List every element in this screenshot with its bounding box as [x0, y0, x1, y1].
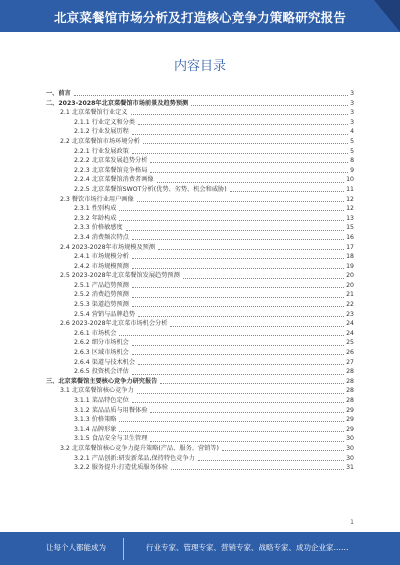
toc-entry-title: 2.5.2 消费趋势预测 [74, 291, 129, 299]
toc-entry[interactable] [46, 166, 354, 176]
toc-entry-title: 3.1.4 品牌形象 [74, 425, 117, 433]
toc-entry-title: 2.2.1 行业发展政策 [74, 147, 129, 155]
toc-entry-page: 21 [346, 291, 354, 299]
toc-entry-page: 3 [350, 90, 354, 97]
toc-leader-dots [132, 258, 344, 259]
footer-slogan-right: 行业专家、管理专家、营销专家、战略专家、成功企业家…… [146, 543, 349, 552]
toc-entry-title: 2.1.1 行业定义和分类 [74, 118, 136, 126]
toc-leader-dots [132, 287, 344, 288]
toc-entry-page: 20 [346, 281, 354, 289]
toc-leader-dots [132, 374, 344, 375]
toc-entry-title: 3.1.3 价格策略 [74, 416, 117, 424]
toc-leader-dots [131, 114, 349, 115]
toc-entry-page: 24 [346, 329, 354, 337]
toc-entry-page: 17 [346, 243, 354, 251]
toc-entry-title: 2.5.1 产品趋势预测 [74, 281, 129, 289]
toc-entry-page: 29 [346, 416, 354, 424]
report-title: 北京菜餐馆市场分析及打造核心竞争力策略研究报告 [53, 10, 347, 25]
toc-entry-page: 26 [346, 349, 354, 357]
toc-entry-title: 2.6.4 渠道与技术机会 [74, 358, 136, 366]
toc-entry-page: 8 [350, 157, 354, 165]
toc-leader-dots [222, 450, 344, 451]
toc-leader-dots [132, 354, 344, 355]
toc-entry-title: 2.5.3 渠道趋势预测 [74, 301, 129, 309]
toc-entry[interactable] [46, 386, 354, 396]
toc-leader-dots [137, 393, 344, 394]
toc-entry-page: 18 [346, 253, 354, 261]
toc-entry-title: 3.2 北京菜餐馆核心竞争力提升策略(产品、服务、营销等) [60, 444, 219, 452]
toc-entry[interactable] [46, 396, 354, 406]
toc-entry[interactable] [46, 425, 354, 435]
toc-entry-title: 2.4 2023-2028年市场规模及预测 [60, 243, 156, 251]
toc-entry-page: 31 [346, 464, 354, 472]
toc-leader-dots [126, 230, 344, 231]
toc-entry-title: 2.2.3 北京菜餐馆竞争格局 [74, 166, 148, 174]
toc-entry[interactable] [46, 463, 354, 473]
toc-entry-page: 28 [346, 377, 354, 385]
toc-entry[interactable] [46, 118, 354, 128]
toc-entry[interactable] [46, 204, 354, 214]
toc-entry-title: 3.1 北京菜餐馆核心竞争力 [60, 387, 134, 395]
toc-leader-dots [132, 345, 344, 346]
report-header [0, 0, 400, 32]
toc-entry-title: 2.4.1 市场规模分析 [74, 253, 129, 261]
toc-entry-page: 5 [350, 147, 354, 155]
toc-leader-dots [137, 201, 344, 202]
toc-entry-page: 12 [346, 195, 354, 203]
toc-leader-dots [132, 153, 348, 154]
toc-entry-title: 3.1.1 菜品特色定位 [74, 397, 129, 404]
toc-leader-dots [183, 278, 344, 279]
toc-entry[interactable] [46, 175, 354, 185]
toc-entry-title: 2.2.2 北京菜发展趋势分析 [74, 157, 148, 165]
toc-entry-page: 15 [346, 224, 354, 232]
toc-entry-title: 2.2 北京菜餐馆市场环境分析 [60, 137, 140, 145]
toc-leader-dots [119, 335, 344, 336]
toc-entry-title: 2.3.1 性别构成 [74, 205, 117, 213]
toc-entry[interactable] [46, 310, 354, 320]
toc-entry-page: 3 [350, 118, 354, 126]
toc-leader-dots [119, 431, 344, 432]
toc-entry[interactable] [46, 233, 354, 243]
toc-entry-title: 2.6.5 投资机会评估 [74, 368, 129, 376]
footer-slogan-left: 让每个人都能成为 [46, 543, 106, 552]
toc-entry-page: 30 [346, 435, 354, 443]
toc-entry-page: 23 [346, 310, 354, 318]
toc-entry-title: 2.3 餐饮市场行业用户画像 [60, 195, 134, 203]
toc-entry-title: 一、前言 [46, 90, 71, 97]
toc-leader-dots [158, 249, 344, 250]
toc-entry-page: 30 [346, 454, 354, 462]
toc-entry[interactable] [46, 358, 354, 368]
toc-entry-page: 19 [346, 262, 354, 270]
toc-entry-page: 24 [346, 320, 354, 328]
toc-leader-dots [150, 162, 348, 163]
toc-entry[interactable] [46, 223, 354, 233]
toc-leader-dots [119, 421, 344, 422]
toc-entry-page: 28 [346, 387, 354, 395]
toc-entry[interactable] [46, 319, 354, 329]
toc-entry[interactable] [46, 444, 354, 454]
toc-entry-title: 2.5 2023-2028年北京菜餐馆发展趋势预测 [60, 272, 180, 280]
toc-leader-dots [138, 364, 344, 365]
toc-entry-page: 13 [346, 214, 354, 222]
toc-entry-title: 2.1.2 行业发展历程 [74, 128, 129, 136]
toc-entry[interactable] [46, 367, 354, 377]
toc-entry-page: 3 [350, 109, 354, 117]
table-of-contents [46, 89, 354, 473]
toc-entry[interactable] [46, 137, 354, 147]
toc-leader-dots [230, 191, 345, 192]
footer-bar [0, 532, 400, 565]
toc-entry-title: 2.3.2 年龄构成 [74, 214, 117, 222]
toc-leader-dots [150, 441, 344, 442]
toc-leader-dots [157, 182, 345, 183]
toc-entry-page: 27 [346, 358, 354, 366]
toc-entry-page: 10 [346, 176, 354, 184]
toc-leader-dots [119, 220, 344, 221]
toc-entry-page: 5 [350, 137, 354, 145]
toc-entry-page: 3 [350, 99, 354, 107]
toc-entry[interactable] [46, 281, 354, 291]
toc-entry-page: 29 [346, 406, 354, 414]
toc-entry-title: 2.1 北京菜餐馆行业定义 [60, 109, 128, 117]
toc-entry-page: 11 [346, 185, 354, 193]
toc-entry-page: 28 [346, 368, 354, 376]
toc-entry[interactable] [46, 415, 354, 425]
toc-entry[interactable] [46, 156, 354, 166]
toc-leader-dots [132, 297, 344, 298]
toc-entry[interactable] [46, 434, 354, 444]
toc-entry-title: 二、2023-2028年北京菜餐馆市场前景及趋势预测 [46, 99, 189, 107]
toc-entry[interactable] [46, 338, 354, 348]
toc-entry-title: 2.6.2 细分市场机会 [74, 339, 129, 347]
toc-entry[interactable] [46, 377, 354, 387]
toc-entry[interactable] [46, 406, 354, 416]
toc-entry-page: 22 [346, 301, 354, 309]
toc-entry-page: 16 [346, 233, 354, 241]
toc-entry[interactable] [46, 329, 354, 339]
toc-entry-page: 29 [346, 425, 354, 433]
toc-leader-dots [198, 460, 344, 461]
toc-entry-title: 3.2.1 产品创新:研发新菜品,保持特色竞争力 [74, 454, 195, 462]
toc-entry[interactable] [46, 252, 354, 262]
toc-leader-dots [132, 268, 344, 269]
toc-entry-page: 30 [346, 444, 354, 452]
footer-divider [123, 538, 124, 560]
toc-leader-dots [132, 402, 344, 403]
toc-entry-page: 25 [346, 339, 354, 347]
toc-entry-page: 28 [346, 397, 354, 404]
toc-leader-dots [160, 383, 344, 384]
toc-leader-dots [150, 172, 348, 173]
toc-entry-title: 2.2.4 北京菜餐馆消费者画像 [74, 176, 154, 184]
toc-leader-dots [171, 469, 344, 470]
toc-entry[interactable] [46, 454, 354, 464]
toc-leader-dots [119, 210, 344, 211]
toc-entry-page: 4 [350, 128, 354, 136]
toc-entry[interactable] [46, 300, 354, 310]
toc-entry-title: 2.6.1 市场机会 [74, 329, 117, 337]
toc-entry[interactable] [46, 214, 354, 224]
toc-entry[interactable] [46, 127, 354, 137]
toc-entry-title: 3.2.2 服务提升:打造优质服务体验 [74, 464, 169, 472]
toc-entry-title: 2.6 2023-2028年北京菜市场机会分析 [60, 320, 168, 328]
toc-entry[interactable] [46, 89, 354, 99]
toc-entry-page: 9 [350, 166, 354, 174]
toc-entry-title: 2.2.5 北京菜餐馆SWOT分析(优势、劣势、机会和威胁) [74, 185, 227, 193]
toc-leader-dots [132, 306, 344, 307]
toc-leader-dots [170, 326, 344, 327]
toc-entry[interactable] [46, 348, 354, 358]
toc-entry-title: 2.4.2 市场规模预测 [74, 262, 129, 270]
toc-entry[interactable] [46, 108, 354, 118]
toc-entry-title: 2.3.3 价格敏感度 [74, 224, 123, 232]
toc-entry[interactable] [46, 195, 354, 205]
toc-leader-dots [132, 134, 348, 135]
toc-entry-title: 三、北京菜餐馆主要核心竞争力研究报告 [46, 377, 158, 385]
toc-entry-page: 12 [346, 205, 354, 213]
toc-leader-dots [132, 239, 344, 240]
toc-entry[interactable] [46, 262, 354, 272]
toc-entry-title: 2.3.4 消费频次特点 [74, 233, 129, 241]
toc-leader-dots [191, 105, 348, 106]
toc-entry-page: 20 [346, 272, 354, 280]
toc-leader-dots [138, 316, 344, 317]
toc-leader-dots [74, 95, 348, 96]
toc-entry[interactable] [46, 147, 354, 157]
toc-entry[interactable] [46, 99, 354, 109]
toc-heading: 内容目录 [173, 59, 226, 74]
toc-entry-title: 3.1.5 食品安全与卫生管理 [74, 435, 148, 443]
page-number: 1 [350, 519, 354, 526]
toc-entry[interactable] [46, 290, 354, 300]
toc-entry[interactable] [46, 243, 354, 253]
toc-entry-title: 3.1.2 菜品品质与用餐体验 [74, 406, 148, 414]
toc-leader-dots [143, 143, 348, 144]
toc-entry-title: 2.5.4 营销与品牌趋势 [74, 310, 136, 318]
toc-entry-title: 2.6.3 区域市场机会 [74, 349, 129, 357]
toc-leader-dots [138, 124, 348, 125]
toc-entry[interactable] [46, 185, 354, 195]
toc-leader-dots [150, 412, 344, 413]
toc-entry[interactable] [46, 271, 354, 281]
